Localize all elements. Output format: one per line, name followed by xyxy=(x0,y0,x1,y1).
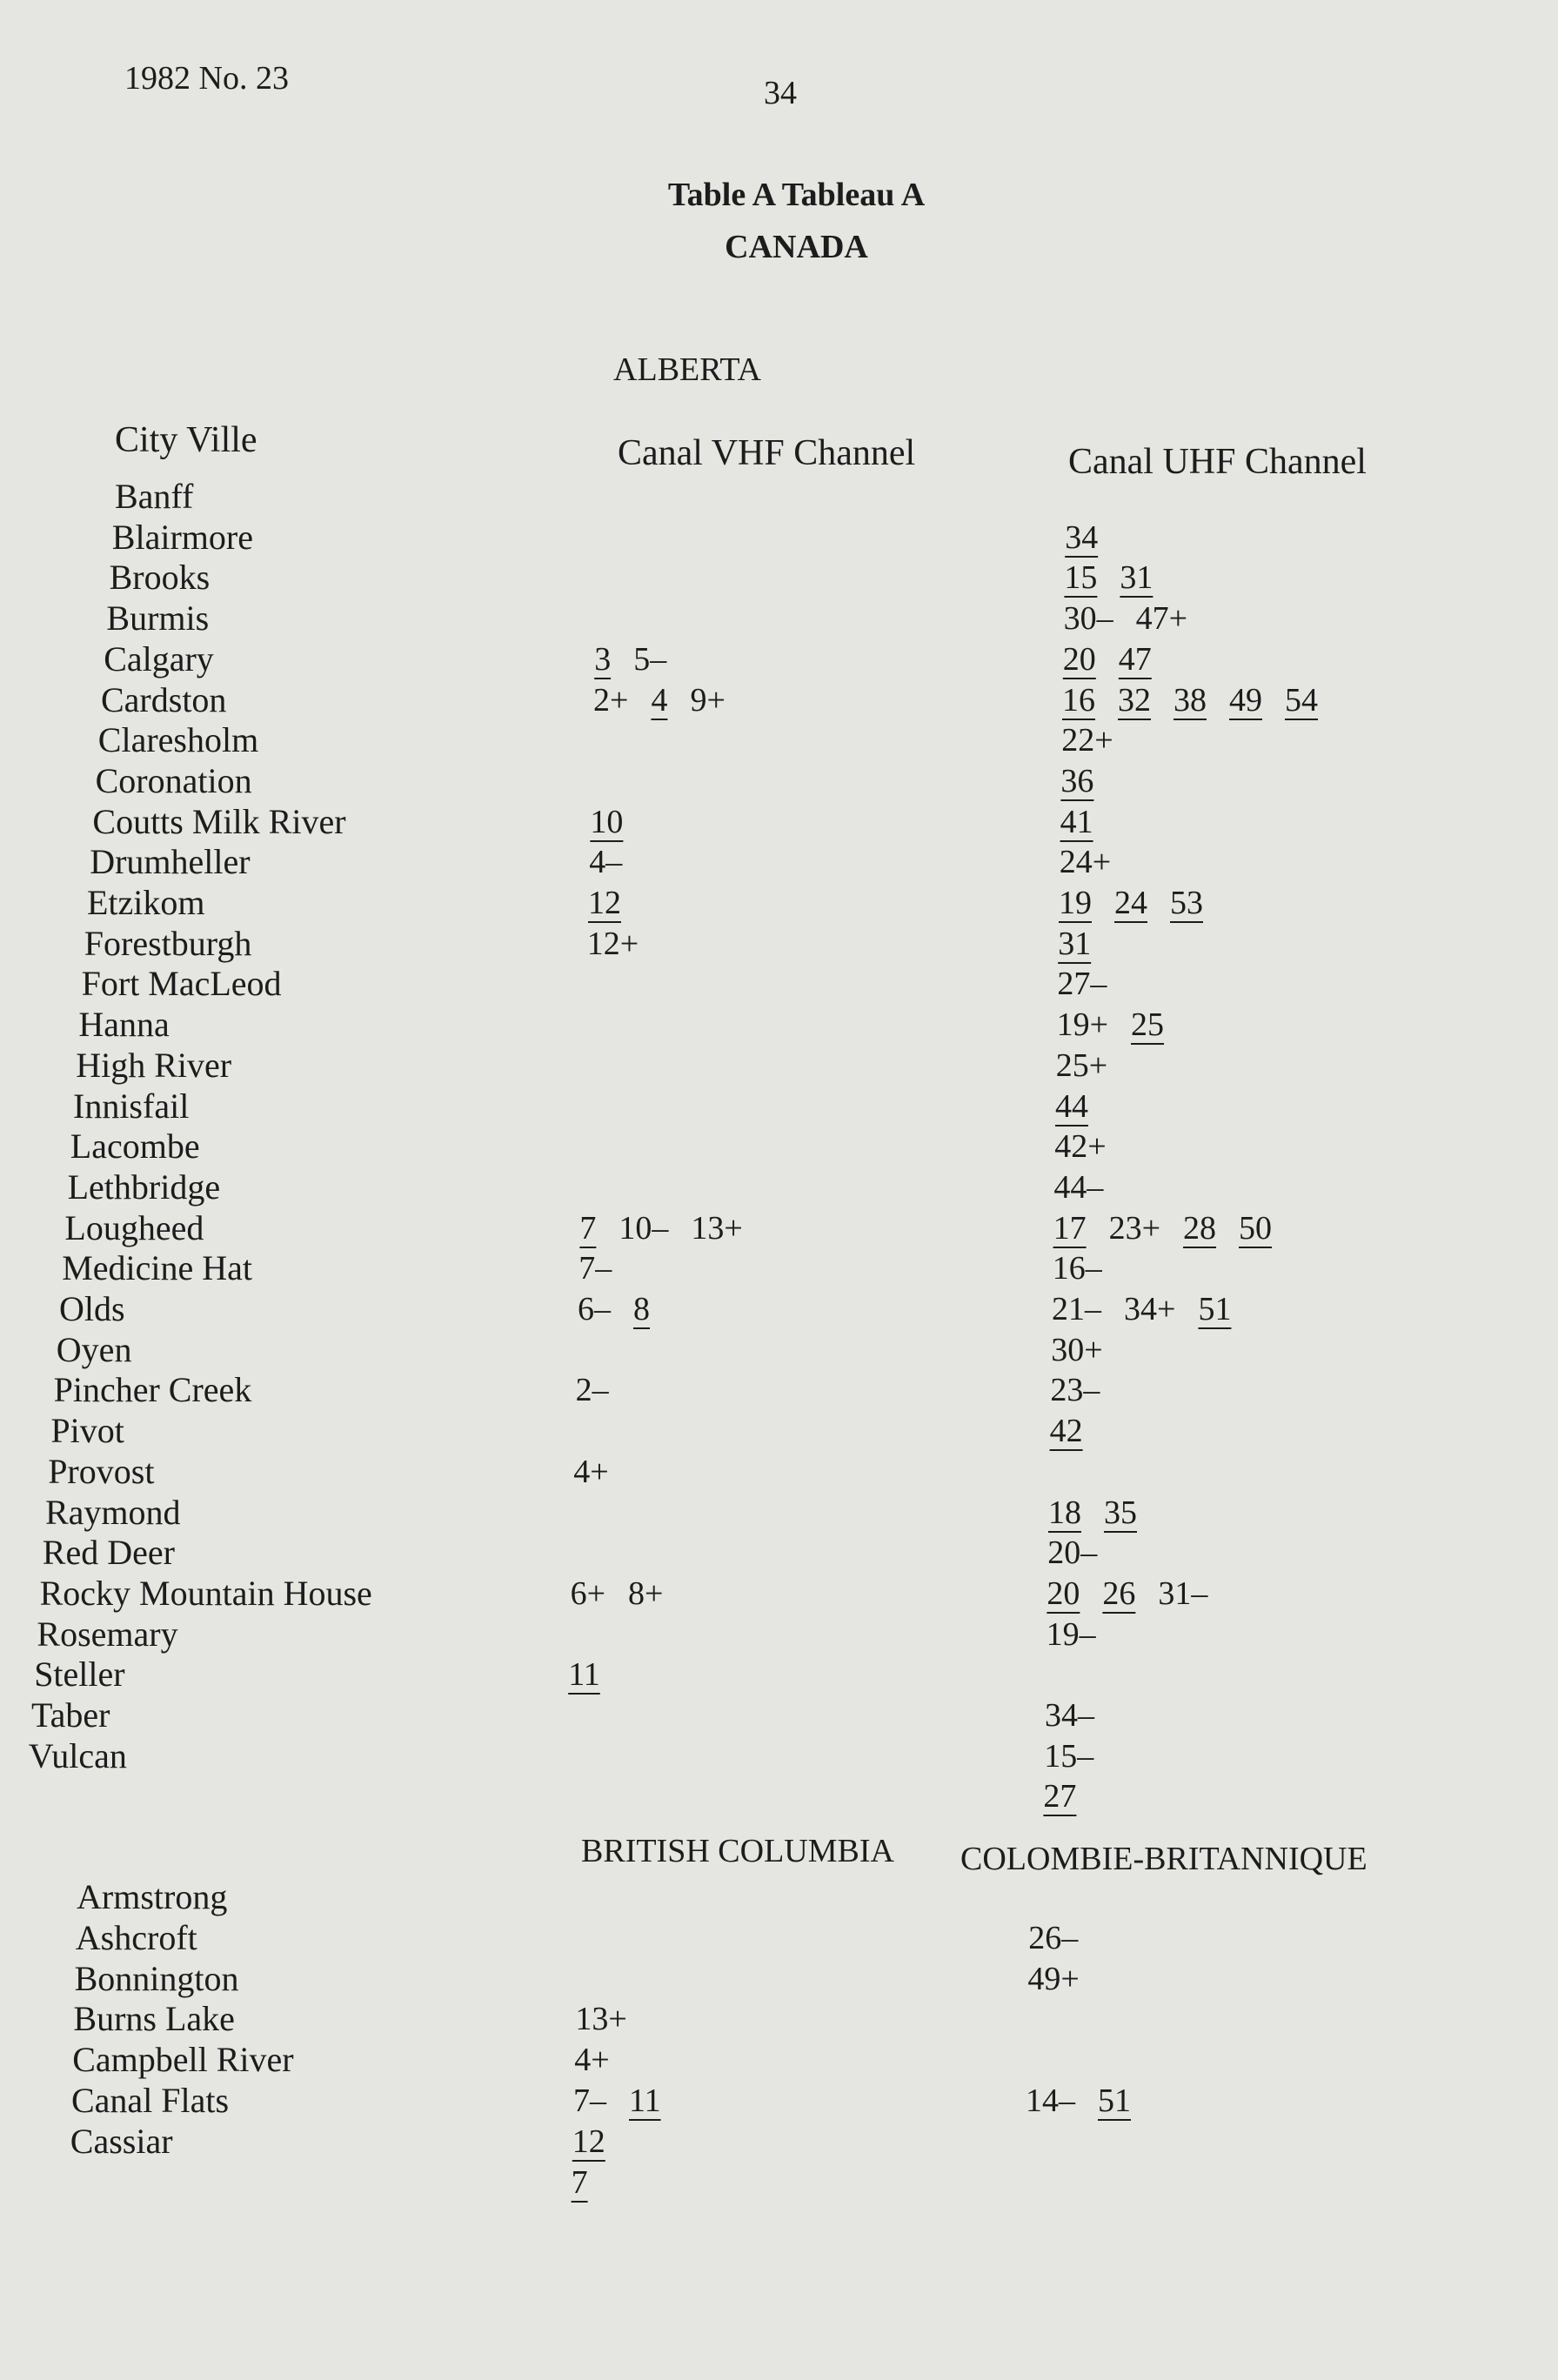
uhf-channel-value: 36 xyxy=(1060,762,1094,799)
uhf-channel-value: 34+ xyxy=(1124,1291,1176,1327)
uhf-channel-value: 41 xyxy=(1060,803,1093,840)
city-name: Drumheller xyxy=(90,842,251,882)
vhf-channel-value: 8+ xyxy=(628,1574,664,1612)
vhf-channels xyxy=(590,802,645,842)
section-heading-alberta: ALBERTA xyxy=(613,351,761,388)
header-year-number: 1982 No. 23 xyxy=(124,60,289,97)
city-name: Burns Lake xyxy=(73,1999,235,2039)
city-name: Canal Flats xyxy=(71,2081,230,2120)
city-name: Bonnington xyxy=(74,1958,239,1998)
uhf-channel-value: 31 xyxy=(1120,559,1153,597)
vhf-channel-value: 6– xyxy=(578,1291,611,1327)
uhf-channel-value: 32 xyxy=(1118,681,1151,719)
vhf-channels xyxy=(578,1289,672,1329)
uhf-channel-value: 44 xyxy=(1055,1087,1088,1125)
city-name: High River xyxy=(76,1045,232,1085)
uhf-channels xyxy=(1057,1005,1187,1045)
city-name: Calgary xyxy=(104,638,214,679)
vhf-channel-value: 12 xyxy=(572,2123,605,2160)
uhf-channels xyxy=(1050,1411,1106,1451)
city-name: Red Deer xyxy=(42,1533,175,1573)
city-name: Armstrong xyxy=(77,1877,228,1916)
vhf-channel-value: 4 xyxy=(651,681,668,719)
vhf-channel-value: 4– xyxy=(589,844,623,881)
page-number: 34 xyxy=(764,75,797,111)
city-name: Cardston xyxy=(101,679,227,719)
vhf-channel-value: 6+ xyxy=(570,1574,606,1612)
vhf-channels xyxy=(576,1370,632,1410)
vhf-channel-value: 2– xyxy=(575,1372,609,1409)
uhf-channels xyxy=(1064,598,1210,638)
uhf-channel-value: 19+ xyxy=(1056,1006,1109,1044)
uhf-channels xyxy=(1046,1574,1230,1614)
uhf-channel-value: 24+ xyxy=(1059,844,1112,881)
city-name: Pivot xyxy=(50,1411,124,1451)
vhf-channels xyxy=(589,842,645,882)
uhf-channel-value: 28 xyxy=(1183,1209,1217,1247)
vhf-channels xyxy=(568,1655,623,1695)
uhf-channels xyxy=(1062,680,1341,720)
vhf-channel-value: 13+ xyxy=(575,2001,627,2038)
uhf-channels xyxy=(1047,1533,1120,1573)
uhf-channel-value: 23+ xyxy=(1108,1209,1161,1247)
city-name: Brooks xyxy=(109,558,211,598)
uhf-channel-value: 44– xyxy=(1053,1168,1104,1206)
uhf-channels xyxy=(1057,964,1129,1004)
uhf-channel-value: 18 xyxy=(1048,1494,1081,1531)
uhf-channel-value: 20– xyxy=(1047,1534,1098,1572)
uhf-channel-value: 38 xyxy=(1174,681,1207,719)
city-name: Pincher Creek xyxy=(53,1370,252,1410)
uhf-channels xyxy=(1056,1046,1130,1086)
vhf-channels xyxy=(573,2081,684,2121)
city-name: Lacombe xyxy=(70,1126,200,1167)
vhf-channel-value: 11 xyxy=(629,2082,661,2119)
vhf-channel-value: 4+ xyxy=(574,2042,610,2079)
uhf-channel-value: 49+ xyxy=(1027,1960,1080,1997)
uhf-channel-value: 30+ xyxy=(1051,1331,1103,1368)
city-name: Forestburgh xyxy=(84,923,252,963)
uhf-channels xyxy=(1065,518,1120,558)
city-name: Coronation xyxy=(95,760,252,800)
city-name: Cassiar xyxy=(70,2121,173,2161)
uhf-channel-value: 20 xyxy=(1046,1574,1080,1612)
city-name: Rosemary xyxy=(37,1614,178,1654)
uhf-channel-value: 42+ xyxy=(1054,1128,1107,1166)
uhf-channels xyxy=(1054,1126,1128,1167)
uhf-channels xyxy=(1048,1493,1160,1533)
uhf-channel-value: 26 xyxy=(1102,1574,1136,1612)
uhf-channel-value: 51 xyxy=(1198,1291,1232,1327)
uhf-channels xyxy=(1044,1736,1116,1776)
city-name: Hanna xyxy=(78,1005,170,1045)
uhf-channel-value: 19– xyxy=(1046,1615,1096,1653)
uhf-channels xyxy=(1059,883,1226,923)
uhf-channel-value: 31– xyxy=(1158,1574,1208,1612)
uhf-channels xyxy=(1055,1086,1111,1126)
vhf-channel-value: 12+ xyxy=(586,925,639,962)
vhf-channels xyxy=(594,639,689,679)
vhf-channel-value: 11 xyxy=(568,1656,600,1694)
city-name: Olds xyxy=(59,1289,125,1328)
uhf-channel-value: 14– xyxy=(1026,2082,1075,2119)
city-name: Raymond xyxy=(45,1492,181,1532)
city-name: Claresholm xyxy=(97,720,259,760)
uhf-channels xyxy=(1060,802,1116,842)
city-name: Medicine Hat xyxy=(62,1248,252,1288)
uhf-channels xyxy=(1053,1208,1294,1248)
vhf-channels xyxy=(573,1452,631,1492)
vhf-channel-value: 4+ xyxy=(573,1453,609,1490)
vhf-channel-value: 2+ xyxy=(593,681,629,719)
uhf-channels xyxy=(1053,1248,1125,1288)
uhf-channels xyxy=(1061,720,1135,760)
column-header-city: City Ville xyxy=(115,420,257,460)
uhf-channel-value: 47 xyxy=(1118,640,1152,678)
uhf-channel-value: 35 xyxy=(1104,1494,1137,1531)
uhf-channels xyxy=(1052,1289,1254,1329)
uhf-channels xyxy=(1028,1918,1100,1958)
uhf-channel-value: 24 xyxy=(1114,885,1147,921)
city-name: Coutts Milk River xyxy=(92,801,346,841)
uhf-channel-value: 26– xyxy=(1028,1919,1079,1956)
city-name: Blairmore xyxy=(111,517,253,557)
uhf-channel-value: 16 xyxy=(1062,681,1095,719)
uhf-channel-value: 30– xyxy=(1063,600,1113,638)
section-heading-bc-french: COLOMBIE-BRITANNIQUE xyxy=(960,1841,1367,1877)
city-name: Campbell River xyxy=(72,2040,294,2080)
uhf-channel-value: 22+ xyxy=(1061,722,1113,759)
city-name: Rocky Mountain House xyxy=(39,1573,372,1613)
city-name: Ashcroft xyxy=(75,1917,197,1957)
uhf-channel-value: 17 xyxy=(1053,1209,1087,1247)
vhf-channels xyxy=(588,883,644,923)
uhf-channel-value: 49 xyxy=(1229,681,1262,719)
city-name: Banff xyxy=(115,477,194,516)
vhf-channel-value: 10– xyxy=(619,1209,669,1247)
vhf-channel-value: 8 xyxy=(633,1291,650,1327)
uhf-channels xyxy=(1060,842,1133,882)
uhf-channel-value: 27 xyxy=(1043,1778,1077,1815)
country-heading: CANADA xyxy=(725,229,868,265)
vhf-channel-value: 9+ xyxy=(690,681,726,719)
uhf-channels xyxy=(1064,558,1175,598)
uhf-channel-value: 47+ xyxy=(1135,600,1188,638)
city-name: Burmis xyxy=(106,598,210,638)
city-name: Vulcan xyxy=(28,1735,127,1775)
vhf-channel-value: 5– xyxy=(633,640,667,678)
table-title: Table A Tableau A xyxy=(667,177,926,213)
city-name: Etzikom xyxy=(87,883,205,922)
vhf-channels xyxy=(579,1208,765,1248)
vhf-channels xyxy=(587,924,661,964)
uhf-channels xyxy=(1046,1615,1119,1655)
uhf-channel-value: 19 xyxy=(1059,885,1092,921)
vhf-channel-value: 10 xyxy=(590,803,624,840)
uhf-channel-value: 54 xyxy=(1285,681,1318,719)
uhf-channel-value: 50 xyxy=(1239,1209,1273,1247)
vhf-channels xyxy=(574,2040,632,2080)
vhf-channels xyxy=(593,680,748,720)
column-header-vhf: Canal VHF Channel xyxy=(618,433,916,473)
city-name: Taber xyxy=(31,1695,110,1735)
vhf-channels xyxy=(575,1999,649,2039)
uhf-channel-value: 21– xyxy=(1052,1291,1101,1327)
uhf-channels xyxy=(1050,1370,1122,1410)
vhf-channels xyxy=(572,2122,628,2162)
uhf-channels xyxy=(1051,1330,1125,1370)
city-name: Fort MacLeod xyxy=(81,964,282,1004)
city-name: Lethbridge xyxy=(67,1167,221,1207)
column-header-uhf: Canal UHF Channel xyxy=(1068,442,1367,482)
vhf-channels xyxy=(572,2163,611,2203)
uhf-channels xyxy=(1063,639,1174,679)
vhf-channel-value: 13+ xyxy=(691,1209,743,1247)
uhf-channel-value: 16– xyxy=(1052,1250,1102,1287)
section-heading-bc-english: BRITISH COLUMBIA xyxy=(581,1833,894,1869)
uhf-channels xyxy=(1060,761,1116,801)
uhf-channels xyxy=(1043,1776,1099,1816)
uhf-channel-value: 27– xyxy=(1057,966,1107,1003)
uhf-channel-value: 23– xyxy=(1050,1372,1100,1409)
city-name: Steller xyxy=(34,1655,125,1695)
vhf-channel-value: 7 xyxy=(571,2163,588,2201)
uhf-channels xyxy=(1058,924,1113,964)
uhf-channel-value: 25 xyxy=(1131,1006,1165,1044)
vhf-channel-value: 12 xyxy=(588,885,621,921)
uhf-channel-value: 20 xyxy=(1062,640,1096,678)
vhf-channel-value: 3 xyxy=(594,640,612,678)
uhf-channel-value: 34– xyxy=(1045,1697,1094,1734)
uhf-channel-value: 51 xyxy=(1098,2082,1131,2119)
uhf-channel-value: 31 xyxy=(1058,925,1092,962)
uhf-channels xyxy=(1026,2081,1153,2121)
vhf-channels xyxy=(578,1248,634,1288)
city-name: Lougheed xyxy=(64,1207,204,1247)
uhf-channel-value: 25+ xyxy=(1055,1046,1108,1084)
uhf-channel-value: 15 xyxy=(1064,559,1098,597)
uhf-channel-value: 15– xyxy=(1044,1737,1094,1775)
uhf-channel-value: 42 xyxy=(1049,1413,1083,1450)
vhf-channels xyxy=(571,1574,686,1614)
vhf-channel-value: 7 xyxy=(579,1209,597,1247)
uhf-channels xyxy=(1027,1959,1101,1999)
vhf-channel-value: 7– xyxy=(578,1250,612,1287)
uhf-channel-value: 53 xyxy=(1170,885,1203,921)
uhf-channels xyxy=(1053,1167,1126,1207)
uhf-channel-value: 34 xyxy=(1065,518,1099,556)
city-name: Provost xyxy=(48,1451,155,1491)
uhf-channels xyxy=(1045,1695,1117,1735)
vhf-channel-value: 7– xyxy=(573,2082,606,2119)
city-name: Innisfail xyxy=(73,1086,190,1126)
city-name: Oyen xyxy=(56,1329,132,1369)
